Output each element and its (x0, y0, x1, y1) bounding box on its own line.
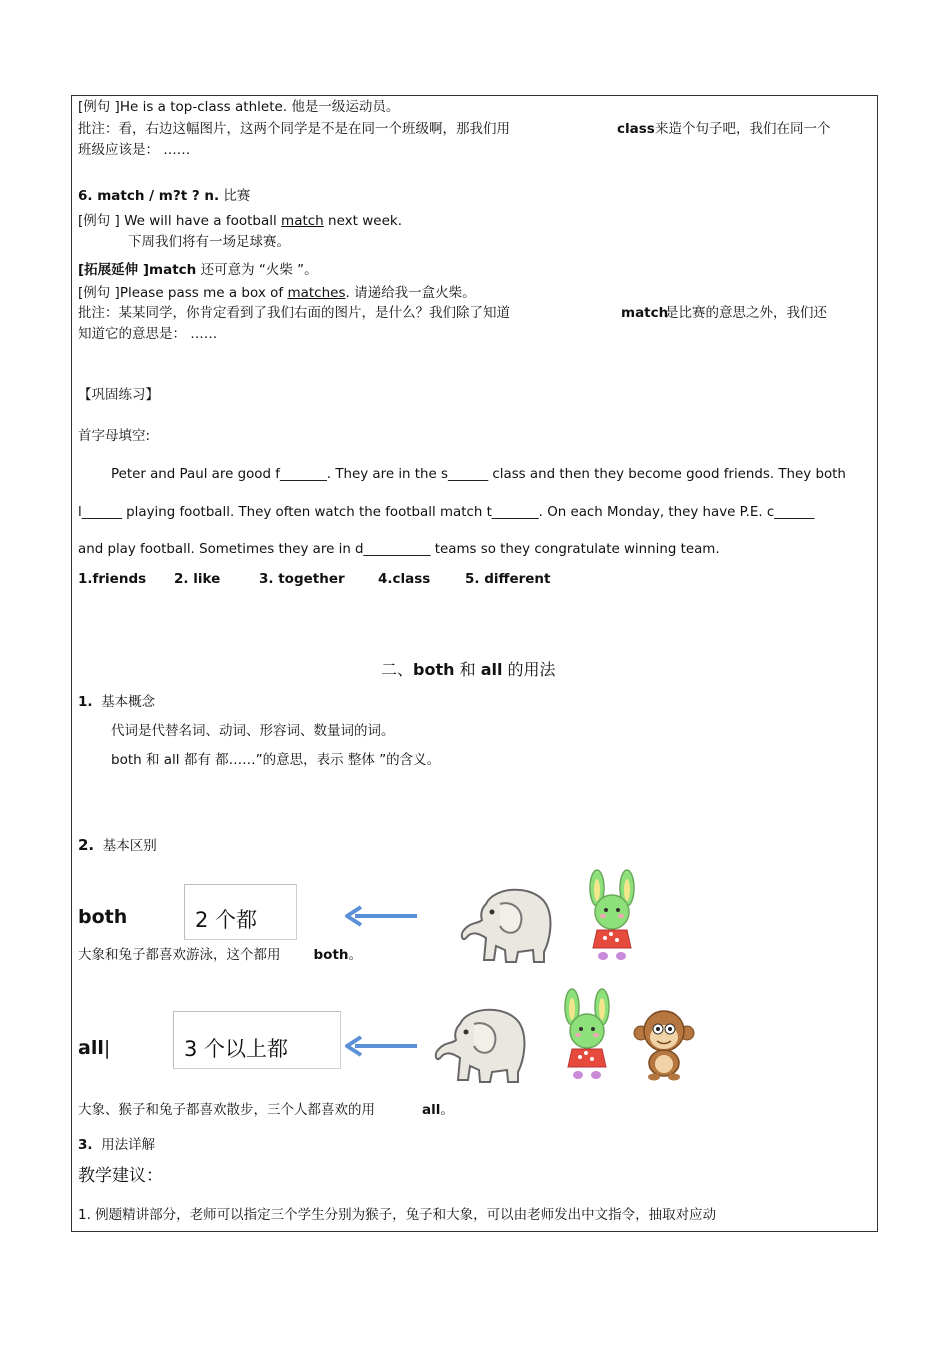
example-text: [例句 ] We will have a football (78, 213, 282, 229)
example-text: next week. (323, 213, 403, 229)
description-text: 大象和兔子都喜欢游泳，这个都用 (78, 947, 281, 963)
extension-label: [拓展延伸 ]match (78, 262, 197, 278)
subheading-text: 基本区别 (102, 838, 157, 854)
description-text: 大象、猴子和兔子都喜欢散步，三个人都喜欢的用 (78, 1102, 375, 1118)
extension-note (78, 261, 318, 279)
answer-item: 4.class (378, 571, 431, 587)
subheading-number: 2. (78, 836, 95, 854)
all-word: all| (78, 1037, 111, 1059)
both-label: 2 个都 (195, 908, 258, 932)
note-text-line2: 班级应该是： …… (78, 142, 191, 158)
answer-item: 5. different (465, 571, 551, 587)
example-text: . 请递给我一盒火柴。 (345, 285, 476, 301)
exercise-line: and play football. Sometimes they are in d__________ teams so they congratulate winning team. (78, 542, 720, 557)
note-text: 批注：看，右边这幅图片，这两个同学是不是在同一个班级啊，那我们用 (78, 121, 510, 137)
all-word-text: all (78, 1037, 104, 1059)
note-keyword: match (621, 305, 669, 321)
elephant-icon (456, 882, 554, 966)
description-text: 。 (440, 1102, 454, 1118)
extension-text: 还可意为 “火柴 ”。 (196, 262, 318, 278)
vocab-meaning: 比赛 (223, 188, 251, 204)
title-keyword: both (413, 660, 455, 679)
description-keyword: both (313, 947, 349, 963)
example-sentence (78, 212, 402, 230)
advice-item: 1. 例题精讲部分，老师可以指定三个学生分别为猴子，兔子和大象，可以由老师发出中文指令，抽取对应动 (78, 1207, 717, 1223)
subheading-number: 1. (78, 694, 93, 710)
note-text-line2: 知道它的意思是： …… (78, 326, 218, 342)
exercise-title: 【巩固练习】 (78, 387, 159, 403)
subheading-number: 3. (78, 1137, 93, 1153)
subheading-text: 用法详解 (101, 1137, 156, 1153)
monkey-icon (633, 1007, 695, 1081)
rabbit-icon (581, 868, 643, 964)
answer-item: 1.friends (78, 571, 147, 587)
subheading (78, 836, 157, 855)
description-keyword: all (422, 1102, 441, 1118)
both-description (78, 946, 362, 964)
example-keyword: matches (287, 285, 346, 301)
subheading-text: 基本概念 (101, 694, 156, 710)
subheading (78, 693, 155, 711)
all-label: 3 个以上都 (184, 1037, 289, 1061)
example-sentence: [例句 ]He is a top-class athlete. 他是一级运动员。 (78, 99, 400, 115)
note-keyword: class (617, 121, 655, 137)
answer-item: 3. together (259, 571, 345, 587)
elephant-icon (430, 1002, 528, 1086)
left-arrow-icon (343, 1034, 419, 1058)
paragraph: 代词是代替名词、动词、形容词、数量词的词。 (111, 723, 395, 739)
all-description (78, 1101, 454, 1119)
answer-item: 2. like (174, 571, 221, 587)
both-label-box (184, 884, 297, 940)
rabbit-icon (556, 987, 618, 1083)
description-text: 。 (348, 947, 363, 963)
advice-heading: 教学建议： (78, 1166, 163, 1186)
title-text: 二、 (381, 660, 414, 679)
title-text: 的用法 (502, 660, 556, 679)
title-text: 和 (454, 660, 481, 679)
exercise-subtitle: 首字母填空: (78, 428, 151, 444)
vocab-word: 6. match / m?t ? n. (78, 188, 220, 204)
example-text: [例句 ]Please pass me a box of (78, 285, 288, 301)
all-label-box (173, 1011, 341, 1069)
note-text-continued: 是比赛的意思之外，我们还 (665, 305, 827, 321)
title-keyword: all (480, 660, 503, 679)
example-keyword: match (281, 213, 324, 229)
example-translation: 下周我们将有一场足球赛。 (128, 234, 290, 250)
paragraph: both 和 all 都有 都……”的意思，表示 整体 ”的含义。 (111, 752, 441, 768)
left-arrow-icon (343, 904, 419, 928)
note-text-continued: 来造个句子吧，我们在同一个 (655, 121, 831, 137)
note-text: 批注：某某同学，你肯定看到了我们右面的图片，是什么？我们除了知道 (78, 305, 510, 321)
exercise-line: Peter and Paul are good f_______. They are in the s______ class and then they become good friends. They both (111, 467, 846, 482)
example-sentence (78, 284, 476, 302)
subheading (78, 1136, 155, 1154)
vocab-heading (78, 187, 250, 205)
exercise-line: l______ playing football. They often watch the football match t_______. On each Monday, they have P.E. c______ (78, 505, 815, 520)
both-word: both (78, 906, 128, 928)
section-title (381, 659, 556, 681)
